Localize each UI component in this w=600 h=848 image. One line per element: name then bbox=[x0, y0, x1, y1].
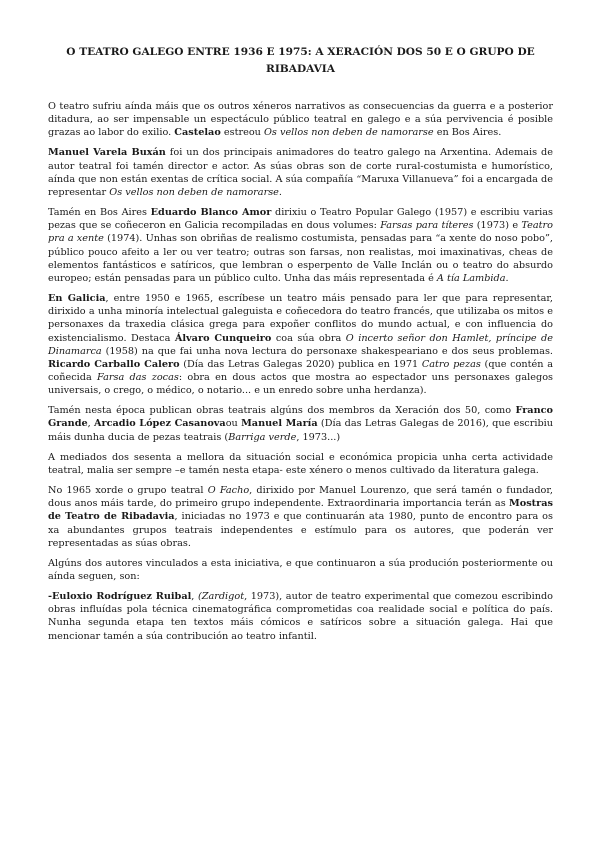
paragraph-p8 bbox=[48, 557, 553, 583]
text-run: coa súa obra bbox=[271, 332, 346, 344]
bold-text: Ricardo Carballo Calero bbox=[48, 358, 180, 370]
bold-text: Manuel Varela Buxán bbox=[48, 147, 166, 159]
italic-text: Farsas para títeres bbox=[380, 220, 474, 232]
text-run: : obra en dous actos que mostra ao espectador uns personaxes galegos universais, o crego, o médico, o notario... e un enredo sobre unha herdanza). bbox=[48, 371, 553, 397]
text-run: , bbox=[191, 591, 198, 603]
text-run: dirixiu o Teatro Popular Galego (1957) e escribiu varias pezas que se coñeceron en Galicia recompiladas en dous volumes: bbox=[48, 207, 553, 232]
italic-text: O Facho bbox=[207, 485, 250, 497]
bold-text: -Euloxio Rodríguez Ruibal bbox=[48, 591, 192, 603]
text-run: , 1973...) bbox=[296, 431, 341, 443]
bold-text: Arcadio López Casanova bbox=[94, 418, 226, 430]
text-run: , bbox=[87, 418, 94, 430]
italic-text: Farsa das zocas bbox=[97, 371, 179, 383]
paragraph-p6 bbox=[48, 451, 553, 477]
text-run: Tamén en Bos Aires bbox=[48, 207, 151, 219]
italic-text: O incerto señor don Hamlet, príncipe de Dinamarca bbox=[48, 332, 553, 357]
text-run: (Día das Letras Galegas 2020) publica en 1971 bbox=[179, 358, 422, 370]
paragraph-p5 bbox=[48, 404, 553, 443]
bold-text: Mostras de Teatro de Ribadavia bbox=[48, 498, 553, 523]
text-run: (Día das Letras Galegas de 2016), que escribiu máis dunha ducia de pezas teatrais ( bbox=[48, 418, 553, 443]
paragraph-p9 bbox=[48, 590, 553, 643]
italic-text: A tía Lambida bbox=[436, 272, 506, 284]
text-run: No 1965 xorde o grupo teatral bbox=[48, 485, 208, 497]
text-run: Algúns dos autores vinculados a esta iniciativa, e que continuaron a súa produción posteriormente ou aínda seguen, son: bbox=[48, 557, 553, 582]
text-run: , iniciadas no 1973 e que continuarán ata 1980, punto de encontro para os xa abundantes grupos teatrais independentes e estímulo para os autores, que poderán ver representadas as súas obras. bbox=[48, 511, 553, 549]
bold-text: Eduardo Blanco Amor bbox=[150, 207, 272, 219]
bold-text: Castelao bbox=[174, 127, 221, 139]
paragraph-p4 bbox=[48, 292, 553, 397]
italic-text: Catro pezas bbox=[421, 358, 481, 370]
bold-text: En Galicia bbox=[48, 293, 106, 305]
text-run: (que contén a coñecida bbox=[48, 358, 553, 383]
text-run: en Bos Aires. bbox=[433, 127, 502, 139]
text-run: , 1973), autor de teatro experimental que comezou escribindo obras influídas pola técnica cinematográfica comprometidas coa realidade social e política do país. Nunha segunda etapa ten textos máis cómicos e satíricos sobre a situación galega. Hai que mencionar tamén a súa contribución ao teatro infantil. bbox=[48, 591, 553, 642]
paragraph-p7 bbox=[48, 484, 553, 550]
text-run: (1974). Unhas son obriñas de realismo costumista, pensadas para “a xente do noso pobo”, público pouco afeito a ler ou ver teatro; outras son farsas, non realistas, moi imaxinativas, cheas de elementos fantásticos e satíricos, que lembran o esperpento de Valle Inclán ou o teatro do absurdo europeo; están pensadas para un público culto. Unha das máis representada é bbox=[48, 233, 553, 284]
document-body bbox=[48, 100, 553, 643]
bold-text: Álvaro Cunqueiro bbox=[174, 332, 272, 344]
bold-text: Franco Grande bbox=[48, 405, 553, 430]
text-run: . bbox=[278, 186, 283, 198]
text-run: (1973) e bbox=[473, 220, 522, 232]
text-run: foi un dos principais animadores do teatro galego na Arxentina. Ademais de autor teatral foi tamén director e actor. As súas obras son de corte rural-costumista e humorístico, aínda que non están exentas de crítica social. A súa compañía “Maruxa Villanueva” foi a encargada de representar bbox=[48, 147, 553, 198]
paragraph-p1 bbox=[48, 100, 553, 139]
italic-text: Os vellos non deben de namorarse bbox=[263, 127, 434, 139]
text-run: . bbox=[505, 272, 509, 284]
text-run: Tamén nesta época publican obras teatrais algúns dos membros da Xeración dos 50, como bbox=[48, 405, 516, 417]
text-run: A mediados dos sesenta a mellora da situación social e económica propicia unha certa actividade teatral, malia ser sempre –e tamén nesta etapa- este xénero o menos cultivado da literatura galega. bbox=[48, 451, 553, 476]
italic-text: Os vellos non deben de namorarse bbox=[109, 186, 279, 198]
paragraph-p2 bbox=[48, 146, 553, 199]
bold-text: Manuel María bbox=[241, 418, 318, 430]
italic-text: Barriga verde bbox=[228, 431, 297, 443]
text-run: (1958) na que fai unha nova lectura do personaxe shakespeariano e dos seus problemas. bbox=[101, 345, 553, 357]
paragraph-p3 bbox=[48, 206, 553, 285]
italic-text: (Zardigot bbox=[197, 591, 245, 603]
text-run: estreou bbox=[220, 127, 264, 139]
text-run: , dirixido por Manuel Lourenzo, que será tamén o fundador, dous anos máis tarde, do primeiro grupo independente. Extraordinaria importancia terán as bbox=[48, 485, 553, 510]
document-page bbox=[48, 44, 553, 650]
document-title: O TEATRO GALEGO ENTRE 1936 E 1975: A XERACIÓN DOS 50 E O GRUPO DE RIBADAVIA bbox=[66, 46, 535, 75]
text-run: O teatro sufriu aínda máis que os outros xéneros narrativos as consecuencias da guerra e a posterior ditadura, ao ser impensable un espectáculo público teatral en galego e a súa pervivencia é posible grazas ao labor do exilio. bbox=[48, 101, 553, 139]
text-run: , entre 1950 e 1965, escríbese un teatro máis pensado para ler que para representar, dirixido a unha minoría intelectual galeguista e coñecedora do teatro francés, que utilizaba os mitos e personaxes da traxedia clásica grega para expoñer conflitos do mundo actual, e con influencia do existencialismo. Destaca bbox=[48, 293, 553, 344]
text-run: ou bbox=[225, 418, 242, 430]
italic-text: Teatro pra a xente bbox=[48, 220, 553, 245]
